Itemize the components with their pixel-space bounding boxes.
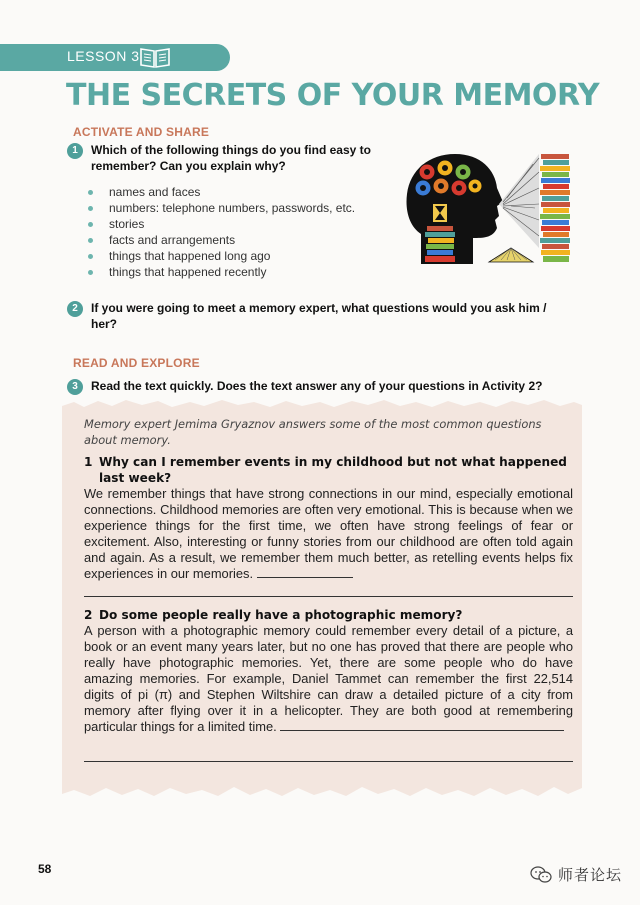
- list-item: facts and arrangements: [86, 232, 355, 248]
- memory-head-illustration: [403, 148, 575, 270]
- article-question-1: [84, 454, 573, 486]
- list-item: numbers: telephone numbers, passwords, etc.: [86, 200, 355, 216]
- article-answer-2: A person with a photographic memory could remember every detail of a picture, a book or an event many years later, but no one has proved that there are people who really have photographic memories. Yet, there are some people who do have amazing memories. For example, Daniel Tammet can remember the first 22,514 digits of pi (π) and Stephen Wiltshire can draw a detailed picture of a city from memory after flying over it in a helicopter. They are both good at remembering particular things for a limited time.: [84, 622, 573, 735]
- bullet-icon: [88, 238, 93, 243]
- answer-blank[interactable]: [280, 720, 564, 731]
- article-question-2: [84, 607, 573, 623]
- bullet-icon: [88, 270, 93, 275]
- list-item: stories: [86, 216, 355, 232]
- watermark: [530, 864, 622, 885]
- section-heading-read: READ AND EXPLORE: [73, 356, 200, 370]
- open-book-icon: [139, 45, 171, 69]
- question-number-badge: 2: [67, 301, 83, 317]
- article-question-title: Why can I remember events in my childhood but not what happened last week?: [99, 455, 567, 485]
- article: [84, 416, 573, 762]
- article-question-title: Do some people really have a photographic memory?: [99, 607, 463, 622]
- bullet-icon: [88, 206, 93, 211]
- question-3: Read the text quickly. Does the text answer any of your questions in Activity 2?: [91, 379, 543, 393]
- answer-blank[interactable]: [257, 567, 353, 578]
- memory-items-list: [86, 184, 355, 280]
- answer-blank-line[interactable]: [84, 596, 573, 597]
- list-item: things that happened recently: [86, 264, 355, 280]
- lesson-label: LESSON 3: [67, 48, 140, 64]
- wechat-icon: [530, 866, 552, 884]
- article-intro: Memory expert Jemima Gryaznov answers some of the most common questions about memory.: [84, 417, 542, 447]
- question-2-line-1: If you were going to meet a memory expert, what questions would you ask him /: [91, 301, 547, 315]
- page-number: 58: [38, 862, 52, 876]
- page-title: THE SECRETS OF YOUR MEMORY: [66, 78, 600, 113]
- bullet-icon: [88, 222, 93, 227]
- list-item: names and faces: [86, 184, 355, 200]
- answer-blank-line[interactable]: [84, 761, 573, 762]
- question-1: [91, 142, 371, 174]
- article-question-number: 1: [84, 455, 93, 469]
- question-number-badge: 1: [67, 143, 83, 159]
- question-2-line-2: her?: [91, 317, 118, 331]
- article-question-number: 2: [84, 607, 93, 622]
- question-2: [91, 300, 546, 332]
- question-1-line-1: Which of the following things do you find easy to: [91, 143, 371, 157]
- list-item: things that happened long ago: [86, 248, 355, 264]
- question-1-line-2: remember? Can you explain why?: [91, 159, 286, 173]
- bullet-icon: [88, 190, 93, 195]
- article-answer-1: We remember things that have strong connections in our mind, especially emotional connections. Childhood memories are often very emotional. This is because when we experience things for the first time, we often have strong feelings of fear or excitement. Also, interesting or funny stories from our childhood are often told again and again. As a result, we remember them much better, as retelling events helps fix experiences in our memories.: [84, 486, 573, 582]
- question-number-badge: 3: [67, 379, 83, 395]
- section-heading-activate: ACTIVATE AND SHARE: [73, 125, 210, 139]
- watermark-text: 师者论坛: [558, 866, 623, 884]
- bullet-icon: [88, 254, 93, 259]
